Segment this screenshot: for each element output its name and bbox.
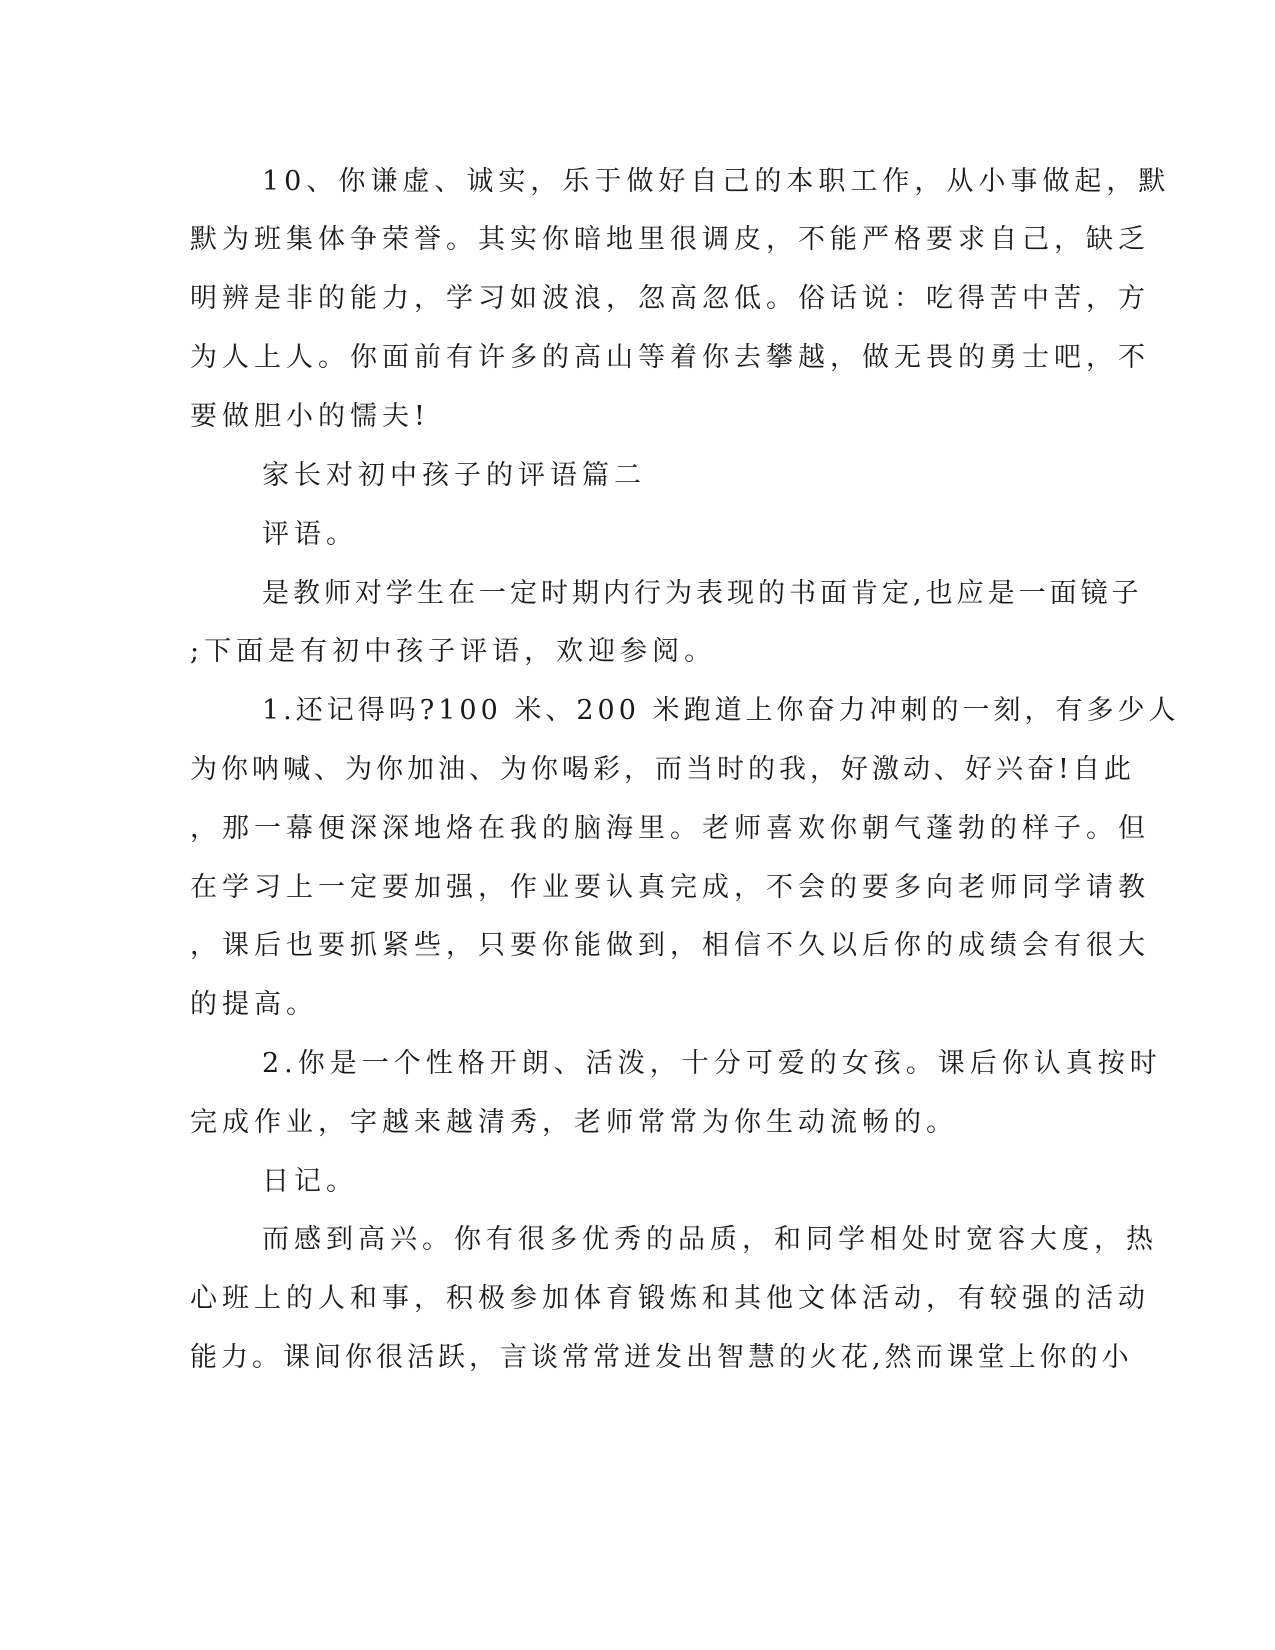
text-line: 为人上人。你面前有许多的高山等着你去攀越，做无畏的勇士吧，不 (190, 342, 1150, 373)
text-line: 日记。 (262, 1166, 358, 1197)
text-line: 2.你是一个性格开朗、活泼，十分可爱的女孩。课后你认真按时 (262, 1048, 1162, 1079)
text-line: 为你呐喊、为你加油、为你喝彩，而当时的我，好激动、好兴奋!自此 (190, 754, 1135, 785)
text-line: 心班上的人和事，积极参加体育锻炼和其他文体活动，有较强的活动 (190, 1283, 1150, 1314)
text-line: 的提高。 (190, 989, 318, 1020)
text-line: 默为班集体争荣誉。其实你暗地里很调皮，不能严格要求自己，缺乏 (190, 224, 1150, 255)
section-heading: 家长对初中孩子的评语篇二 (262, 460, 646, 491)
text-line: 明辨是非的能力，学习如波浪，忽高忽低。俗话说：吃得苦中苦，方 (190, 283, 1150, 314)
text-line: 1.还记得吗?100 米、200 米跑道上你奋力冲刺的一刻，有多少人 (262, 695, 1180, 726)
text-line: 而感到高兴。你有很多优秀的品质，和同学相处时宽容大度，热 (262, 1224, 1158, 1255)
text-line: 完成作业，字越来越清秀，老师常常为你生动流畅的。 (190, 1107, 958, 1138)
text-line: 要做胆小的懦夫! (190, 401, 430, 432)
text-line: ，那一幕便深深地烙在我的脑海里。老师喜欢你朝气蓬勃的样子。但 (190, 813, 1150, 844)
text-line: 能力。课间你很活跃，言谈常常迸发出智慧的火花,然而课堂上你的小 (190, 1342, 1133, 1373)
text-line: 是教师对学生在一定时期内行为表现的书面肯定,也应是一面镜子 (262, 578, 1143, 609)
text-line: 评语。 (262, 519, 358, 550)
text-line: ，课后也要抓紧些，只要你能做到，相信不久以后你的成绩会有很大 (190, 930, 1150, 961)
text-line: ;下面是有初中孩子评语，欢迎参阅。 (190, 636, 717, 667)
text-line: 10、你谦虚、诚实，乐于做好自己的本职工作，从小事做起，默 (262, 166, 1171, 197)
text-line: 在学习上一定要加强，作业要认真完成，不会的要多向老师同学请教 (190, 872, 1150, 903)
